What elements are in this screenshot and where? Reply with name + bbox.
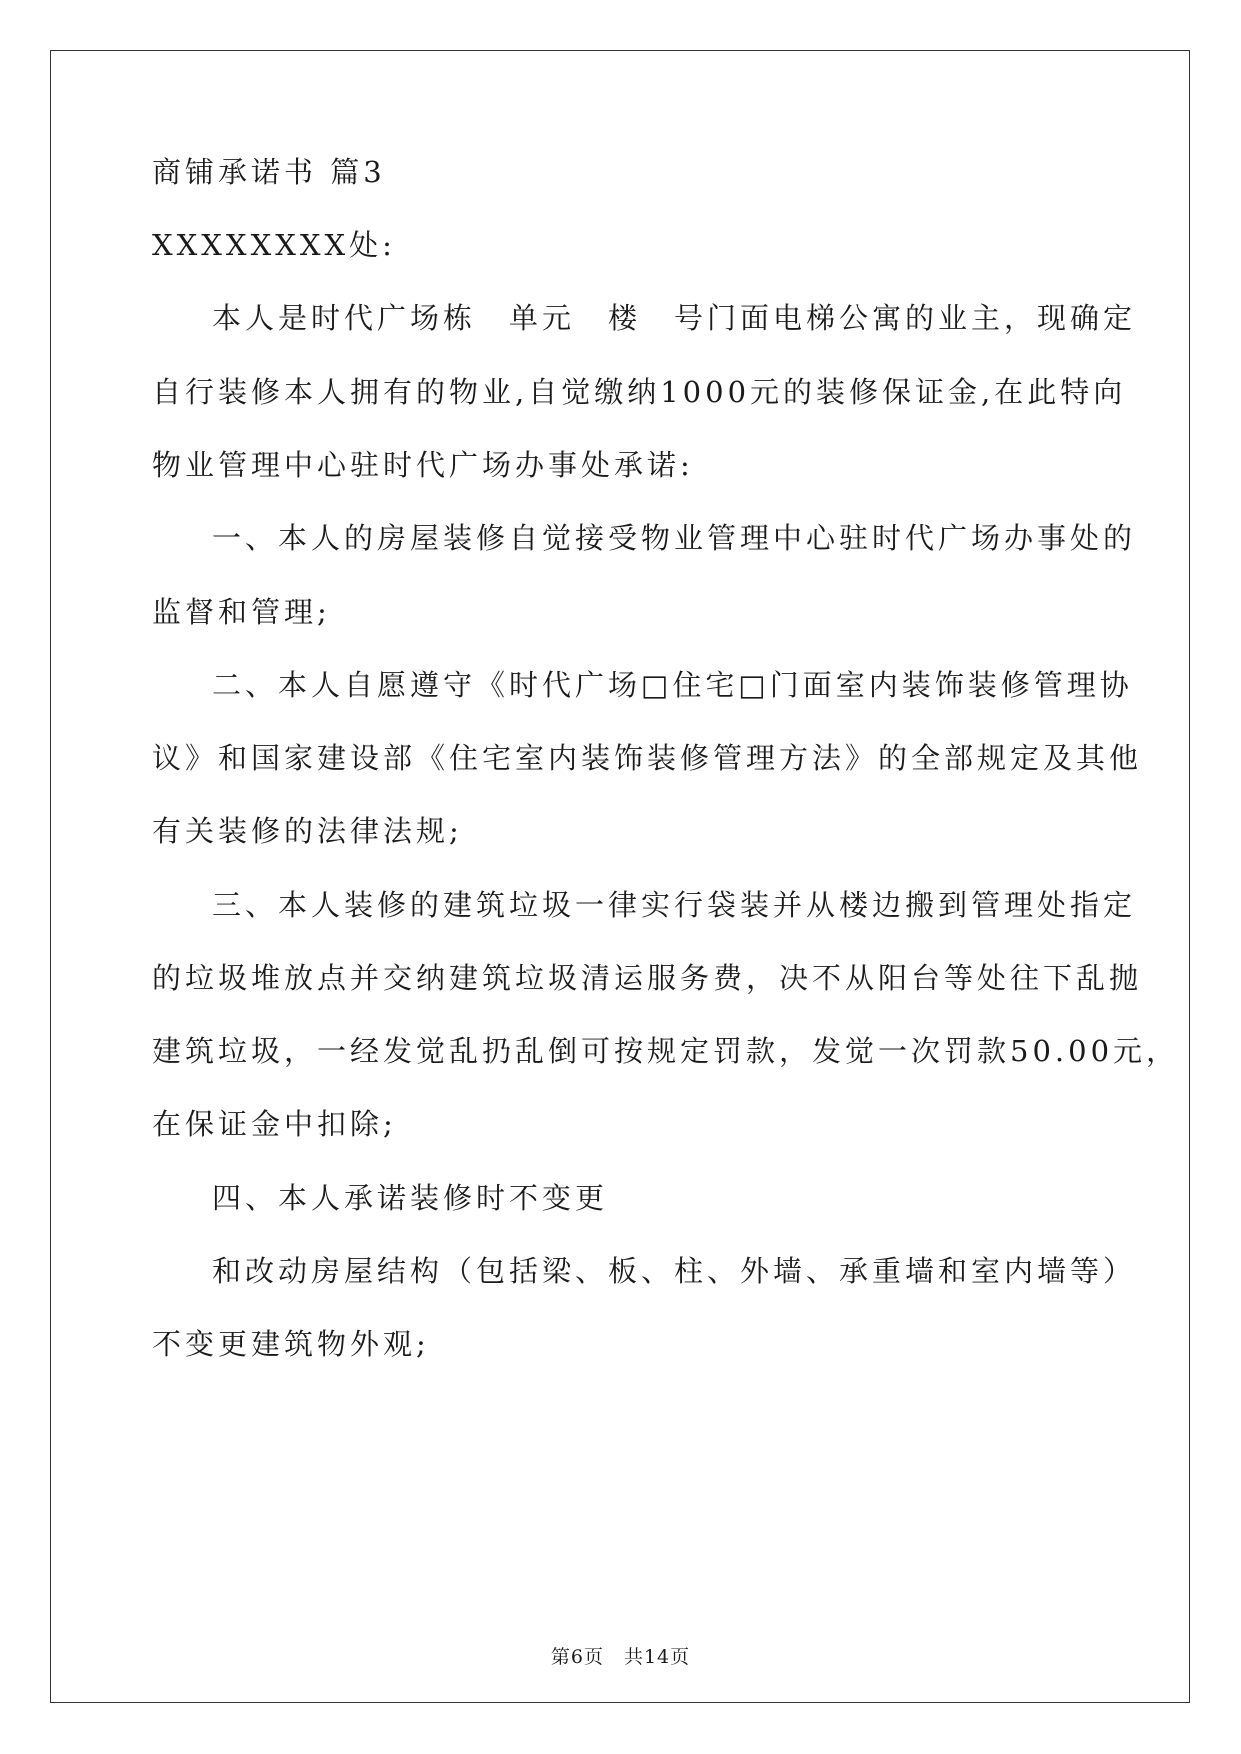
paragraph-line: 本人是时代广场栋 单元 楼 号门面电梯公寓的业主，现确定 xyxy=(212,301,1137,335)
paragraph-line: 在保证金中扣除; xyxy=(152,1107,397,1141)
paragraph-line: 不变更建筑物外观; xyxy=(152,1327,430,1361)
document-addressee: XXXXXXXX处: xyxy=(152,228,396,262)
paragraph-line: 监督和管理; xyxy=(152,595,331,629)
page-number: 第6页 共14页 xyxy=(550,1646,691,1668)
paragraph-line: 自行装修本人拥有的物业,自觉缴纳1000元的装修保证金,在此特向 xyxy=(152,375,1127,409)
paragraph-line: 的垃圾堆放点并交纳建筑垃圾清运服务费，决不从阳台等处往下乱抛 xyxy=(152,961,1143,995)
paragraph-line: 和改动房屋结构（包括梁、板、柱、外墙、承重墙和室内墙等） xyxy=(212,1254,1137,1288)
paragraph-line: 议》和国家建设部《住宅室内装饰装修管理方法》的全部规定及其他 xyxy=(152,741,1143,775)
paragraph-line: 三、本人装修的建筑垃圾一律实行袋装并从楼边搬到管理处指定 xyxy=(212,888,1137,922)
paragraph-line: 物业管理中心驻时代广场办事处承诺: xyxy=(152,448,694,482)
paragraph-line: 二、本人自愿遵守《时代广场□住宅□门面室内装饰装修管理协 xyxy=(212,668,1133,702)
paragraph-line: 一、本人的房屋装修自觉接受物业管理中心驻时代广场办事处的 xyxy=(212,521,1137,555)
paragraph-line: 建筑垃圾，一经发觉乱扔乱倒可按规定罚款，发觉一次罚款50.00元， xyxy=(152,1034,1180,1068)
document-heading: 商铺承诺书 篇3 xyxy=(152,155,386,189)
paragraph-line: 四、本人承诺装修时不变更 xyxy=(212,1181,609,1215)
paragraph-line: 有关装修的法律法规; xyxy=(152,814,463,848)
